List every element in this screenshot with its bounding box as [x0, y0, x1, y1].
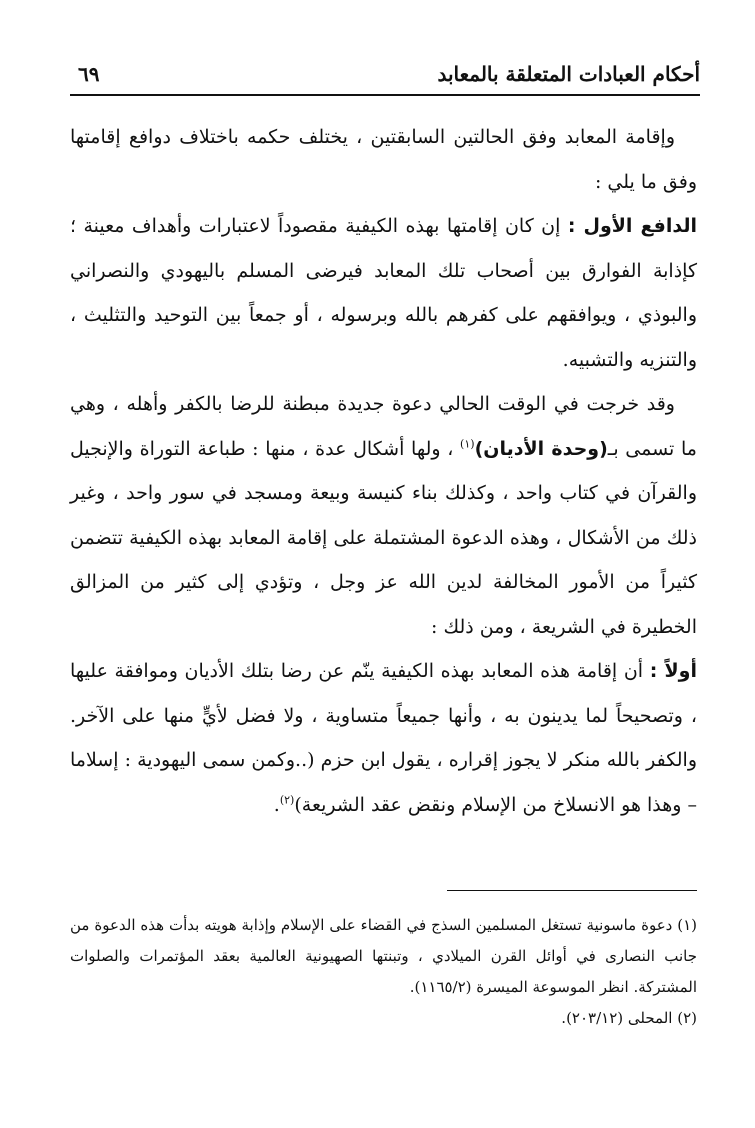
footnote-2: (٢) المحلى (٢٠٣/١٢). — [561, 1009, 697, 1027]
page-number: ٦٩ — [78, 62, 100, 86]
first-motive-text: إن كان إقامتها بهذه الكيفية مقصوداً لاعتبارات وأهداف معينة ؛ كإذابة الفوارق بين أصحاب تلك المعابد فيرضى المسلم باليهودي والنصراني والبوذي ، ويوافقهم على كفرهم بالله وبرسوله ، أو جمعاً بين التوحيد والتثليث ، والتنزيه والتشبيه. — [70, 215, 697, 371]
paragraph-first-motive — [70, 204, 697, 382]
running-title: أحكام العبادات المتعلقة بالمعابد — [437, 62, 700, 86]
footnote-ref-1[interactable]: (١) — [460, 437, 475, 451]
footnote-separator — [447, 890, 697, 891]
footnotes — [70, 910, 697, 1034]
firstly-heading: أولاً : — [649, 660, 697, 682]
page-header — [70, 58, 700, 96]
firstly-text: أن إقامة هذه المعابد بهذه الكيفية ينّم عن رضا بتلك الأديان وموافقة عليها ، وتصحيحاً لما يدينون به ، وأنها جميعاً متساوية ، ولا فضل لأيٍّ منها على الآخر. والكفر بالله منكر لا يجوز إقراره ، يقول ابن حزم (..وكمن سمى اليهودية : إسلاما – وهذا هو الانسلاخ من الإسلام ونقض عقد الشريعة) — [70, 660, 697, 816]
firstly-text-end: . — [273, 793, 280, 816]
footnote-1: (١) دعوة ماسونية تستغل المسلمين السذج في القضاء على الإسلام وإذابة هويته بدأت هذه الدعوة من جانب النصارى في أوائل القرن الميلادي ، وتبنتها الصهيونية العالمية بعقد المؤتمرات والصلوات المشتركة. انظر الموسوعة الميسرة (١١٦٥/٢). — [70, 916, 697, 996]
unity-text-after: ، ولها أشكال عدة ، منها : طباعة التوراة والإنجيل والقرآن في كتاب واحد ، وكذلك بناء كنيسة وبيعة ومسجد في سور واحد ، وغير ذلك من الأشكال ، وهذه الدعوة المشتملة على إقامة المعابد بهذه الكيفية تتضمن كثيراً من الأمور المخالفة لدين الله عز وجل ، وتؤدي إلى كثير من المزالق الخطيرة في الشريعة ، ومن ذلك : — [70, 437, 697, 638]
paragraph-intro: وإقامة المعابد وفق الحالتين السابقتين ، يختلف حكمه باختلاف دوافع إقامتها وفق ما يلي : — [70, 126, 697, 193]
main-text — [70, 115, 697, 827]
paragraph-firstly — [70, 649, 697, 827]
paragraph-unity-of-religions — [70, 382, 697, 649]
unity-text-before: وقد خرجت في الوقت الحالي دعوة جديدة مبطنة للرضا بالكفر وأهله ، وهي ما تسمى بـ — [70, 393, 697, 460]
first-motive-heading: الدافع الأول : — [567, 215, 697, 237]
footnote-ref-2[interactable]: (٢) — [279, 793, 295, 807]
unity-of-religions-term: (وحدة الأديان) — [474, 437, 608, 460]
